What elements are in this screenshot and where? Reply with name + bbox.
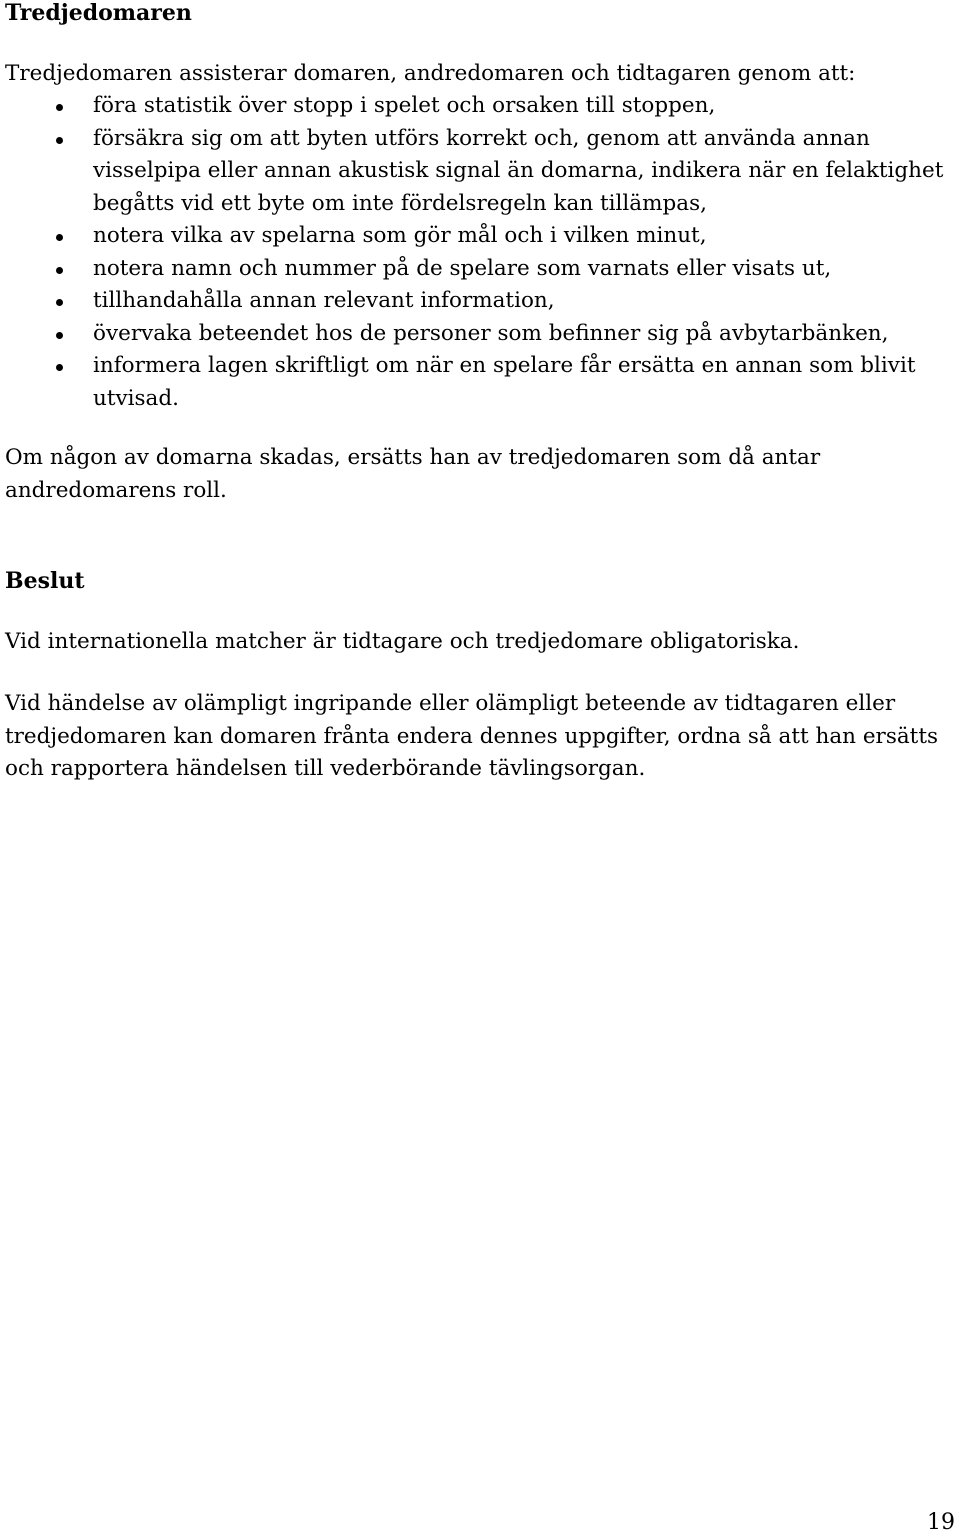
list-item	[5, 123, 955, 221]
list-item-text: övervaka beteendet hos de personer som befinner sig på avbytarbänken,	[93, 320, 889, 346]
bullet-icon	[56, 234, 63, 241]
bullet-icon	[56, 137, 63, 144]
list-item-text: notera vilka av spelarna som gör mål och i vilken minut,	[93, 223, 707, 248]
section-heading-beslut: Beslut	[5, 568, 85, 594]
list-item	[5, 90, 955, 123]
list-item	[5, 285, 955, 318]
section-heading-tredjedomaren: Tredjedomaren	[5, 0, 192, 26]
bullet-icon	[56, 104, 63, 111]
list-item-text: föra statistik över stopp i spelet och orsaken till stoppen,	[93, 93, 716, 118]
list-item	[5, 350, 955, 415]
list-item-text: försäkra sig om att byten utförs korrekt och, genom att använda annan visselpipa eller annan akustisk signal än domarna, indikera när en felaktighet begåtts vid ett byte om inte fördelsregeln kan tillämpas,	[93, 125, 944, 216]
bullet-icon	[56, 364, 63, 371]
intro-paragraph: Tredjedomaren assisterar domaren, andredomaren och tidtagaren genom att:	[5, 61, 856, 86]
duties-list	[5, 90, 955, 415]
bullet-icon	[56, 332, 63, 339]
list-item	[5, 220, 955, 253]
list-item-text: informera lagen skriftligt om när en spelare får ersätta en annan som blivit utvisad.	[93, 353, 916, 411]
bullet-icon	[56, 299, 63, 306]
incident-paragraph: Vid händelse av olämpligt ingripande eller olämpligt beteende av tidtagaren eller tredjedomaren kan domaren frånta endera dennes uppgifter, ordna så att han ersätts och rapportera händelsen till vederbörande tävlingsorgan.	[5, 691, 938, 781]
list-item	[5, 318, 955, 351]
international-paragraph: Vid internationella matcher är tidtagare och tredjedomare obligatoriska.	[5, 629, 800, 654]
injury-paragraph: Om någon av domarna skadas, ersätts han av tredjedomaren som då antar andredomarens roll.	[5, 445, 821, 503]
list-item-text: notera namn och nummer på de spelare som varnats eller visats ut,	[93, 255, 832, 281]
bullet-icon	[56, 267, 63, 274]
page-number: 19	[927, 1510, 955, 1535]
list-item-text: tillhandahålla annan relevant information,	[93, 288, 555, 313]
list-item	[5, 253, 955, 286]
